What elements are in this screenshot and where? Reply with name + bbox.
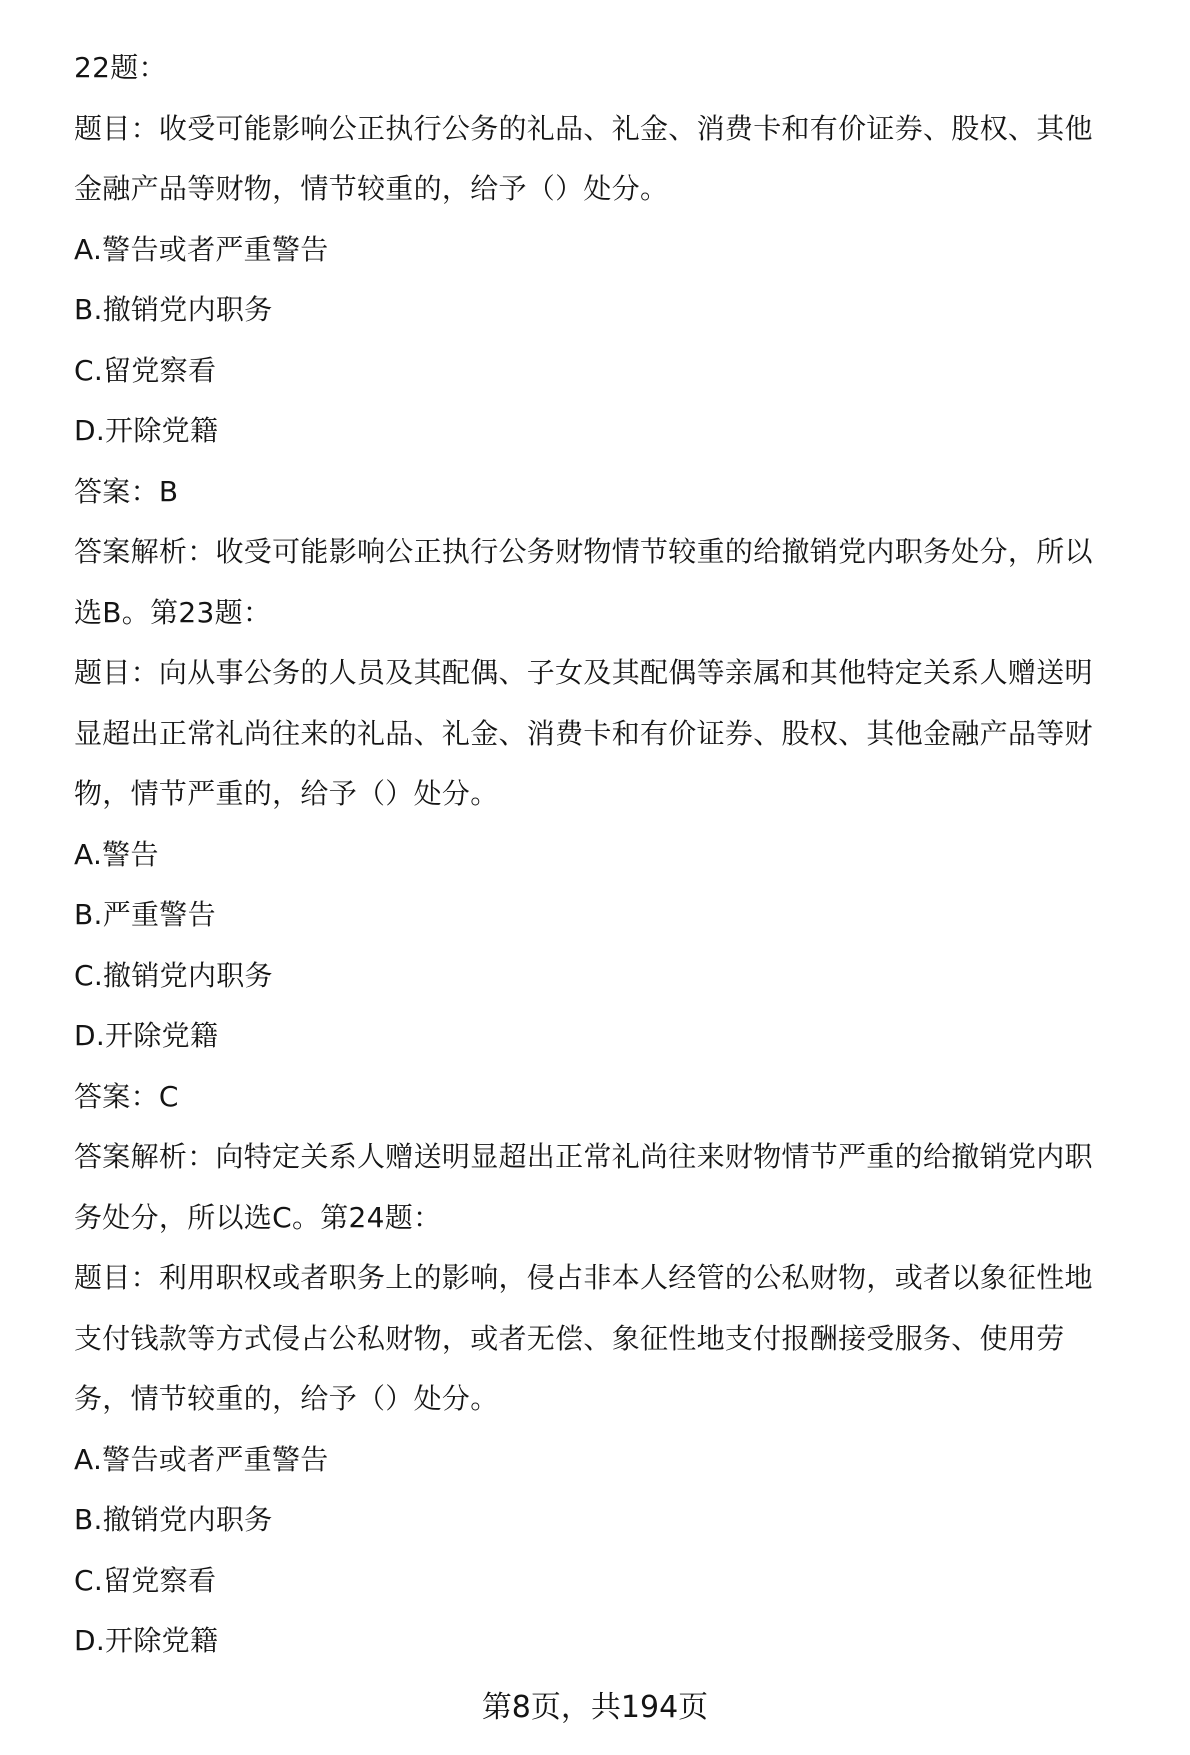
document-body: [74, 38, 1164, 1672]
text-line: 显超出正常礼尚往来的礼品、礼金、消费卡和有价证券、股权、其他金融产品等财: [74, 716, 1093, 750]
option-line: A.警告或者严重警告: [74, 232, 329, 266]
option-line: D.开除党籍: [74, 414, 219, 447]
option-line: C.留党察看: [74, 353, 217, 387]
explanation-line: 务处分，所以选C。第24题：: [74, 1200, 442, 1234]
option-line: A.警告或者严重警告: [74, 1442, 329, 1476]
text-line: 题目：向从事公务的人员及其配偶、子女及其配偶等亲属和其他特定关系人赠送明: [74, 656, 1093, 689]
answer-line: 答案：B: [74, 474, 179, 508]
page-number-footer: 第8页，共194页: [481, 1690, 709, 1725]
option-line: C.留党察看: [74, 1563, 217, 1597]
option-line: B.撤销党内职务: [74, 293, 273, 326]
option-line: D.开除党籍: [74, 1019, 219, 1052]
text-line: 金融产品等财物，情节较重的，给予（）处分。: [74, 172, 669, 205]
option-line: A.警告: [74, 837, 159, 871]
option-line: D.开除党籍: [74, 1624, 219, 1657]
text-line: 22题：: [74, 51, 167, 84]
text-line: 务，情节较重的，给予（）处分。: [74, 1382, 499, 1415]
option-line: B.严重警告: [74, 898, 216, 931]
option-line: C.撤销党内职务: [74, 958, 273, 992]
text-line: 物，情节严重的，给予（）处分。: [74, 777, 499, 810]
explanation-line: 答案解析：向特定关系人赠送明显超出正常礼尚往来财物情节严重的给撤销党内职: [74, 1140, 1093, 1173]
option-line: B.撤销党内职务: [74, 1503, 273, 1536]
explanation-line: 选B。第23题：: [74, 595, 272, 629]
text-line: 题目：利用职权或者职务上的影响，侵占非本人经管的公私财物，或者以象征性地: [74, 1261, 1093, 1294]
answer-line: 答案：C: [74, 1079, 179, 1113]
text-line: 题目：收受可能影响公正执行公务的礼品、礼金、消费卡和有价证券、股权、其他: [74, 111, 1093, 145]
text-line: 支付钱款等方式侵占公私财物，或者无偿、象征性地支付报酬接受服务、使用劳: [74, 1321, 1065, 1355]
explanation-line: 答案解析：收受可能影响公正执行公务财物情节较重的给撤销党内职务处分，所以: [74, 535, 1093, 568]
